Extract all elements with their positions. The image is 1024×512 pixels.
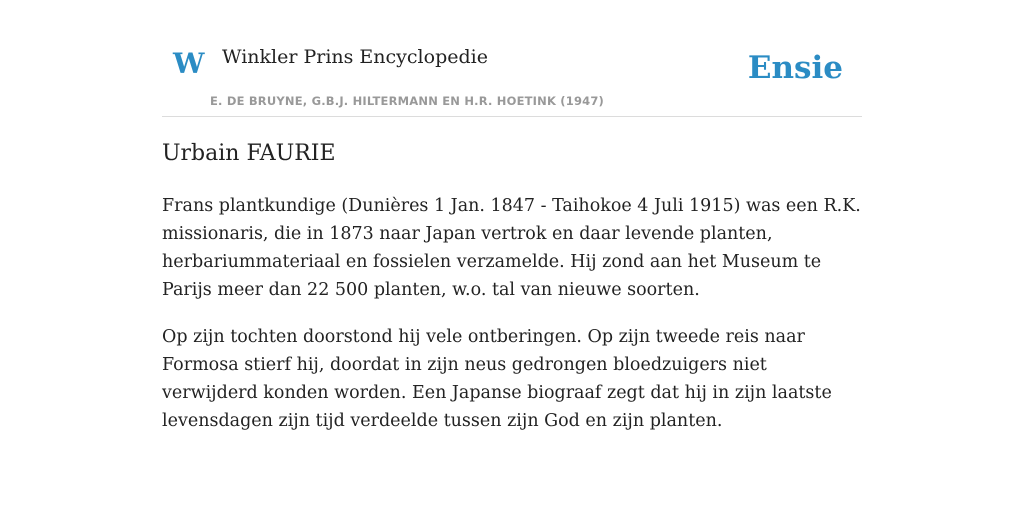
article-paragraph: Op zijn tochten doorstond hij vele ontberingen. Op zijn tweede reis naar Formosa stierf hij, doordat in zijn neus gedrongen bloedzuigers niet verwijderd konden worden. Een Japanse biograaf zegt dat hij in zijn laatste levensdagen zijn tijd verdeelde tussen zijn God en zijn planten. [162,327,832,431]
article-body [162,192,862,454]
header [162,0,862,117]
authors-line: E. DE BRUYNE, G.B.J. HILTERMANN EN H.R. HOETINK (1947) [210,94,605,108]
site-title[interactable]: Winkler Prins Encyclopedie [222,46,488,68]
brand-logo[interactable]: Ensie [747,50,843,86]
encyclopedia-logo[interactable]: W [173,47,205,80]
article-title: Urbain FAURIE [162,141,336,166]
article-paragraph: Frans plantkundige (Dunières 1 Jan. 1847 - Taihokoe 4 Juli 1915) was een R.K. missionaris, die in 1873 naar Japan vertrok en daar levende planten, herbariummateriaal en fossielen verzamelde. Hij zond aan het Museum te Parijs meer dan 22 500 planten, w.o. tal van nieuwe soorten. [162,196,861,300]
